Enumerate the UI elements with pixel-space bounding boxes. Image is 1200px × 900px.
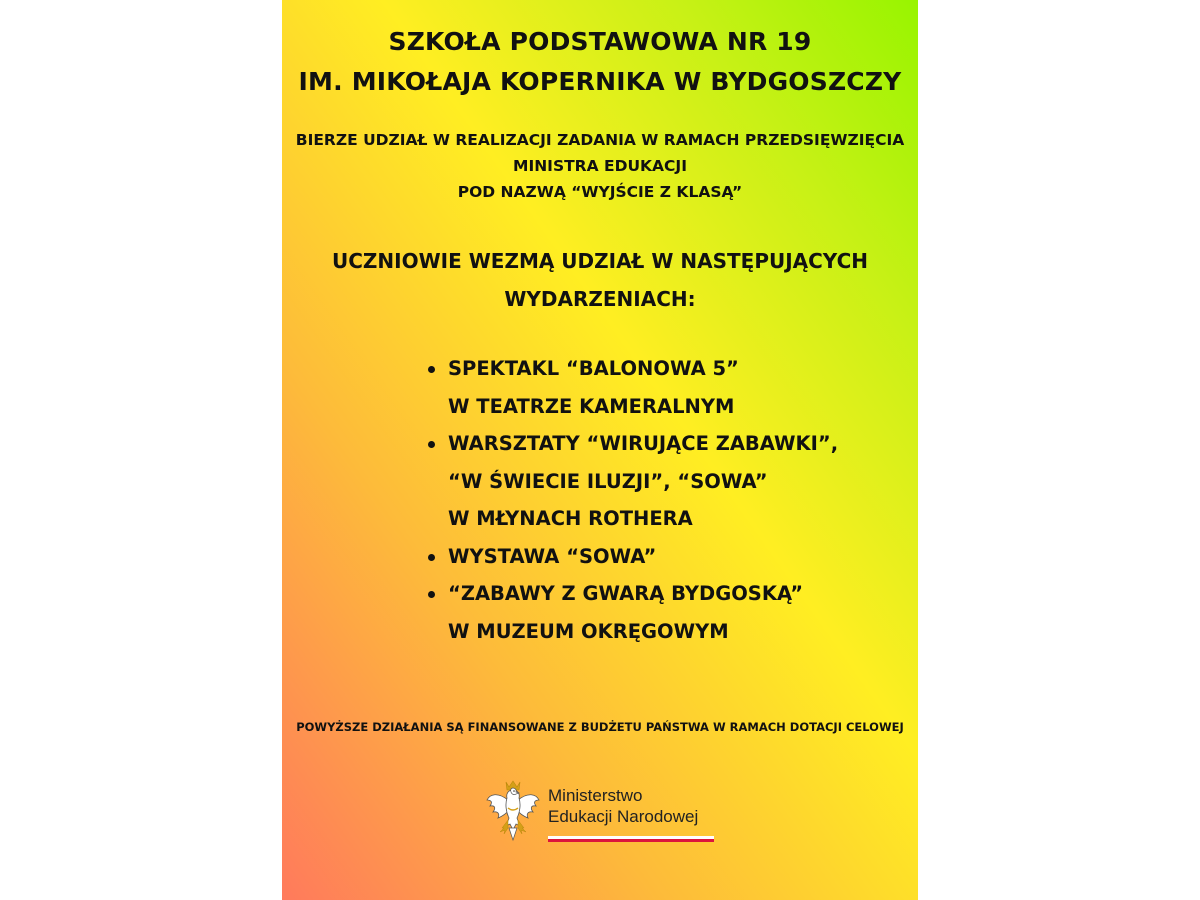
event-item-line: WARSZTATY “WIRUJĄCE ZABAWKI”, [448, 432, 839, 455]
event-item-warsztaty [428, 425, 898, 538]
events-heading [282, 242, 918, 318]
project-intro-line-2: MINISTRA EDUKACJI [513, 157, 687, 175]
event-item-line: SPEKTAKL “BALONOWA 5” [448, 357, 739, 380]
project-intro [282, 127, 918, 205]
event-item-zabawy [428, 575, 898, 650]
events-list [428, 350, 898, 650]
white-eagle-emblem-icon [484, 778, 542, 842]
project-intro-line-3: POD NAZWĄ “WYJŚCIE Z KLASĄ” [457, 183, 743, 201]
school-title-line-2: IM. MIKOŁAJA KOPERNIKA W BYDGOSZCZY [298, 67, 902, 96]
event-item-line: W TEATRZE KAMERALNYM [448, 394, 735, 418]
flag-red-stripe [548, 839, 714, 842]
ministry-logo [484, 778, 724, 848]
event-item-wystawa [428, 538, 898, 576]
school-title-line-1: SZKOŁA PODSTAWOWA NR 19 [388, 27, 812, 56]
events-heading-line-1: UCZNIOWIE WEZMĄ UDZIAŁ W NASTĘPUJĄCYCH [332, 249, 868, 273]
event-item-spektakl [428, 350, 898, 425]
ministry-name-line-2: Edukacji Narodowej [548, 807, 699, 826]
funding-note: POWYŻSZE DZIAŁANIA SĄ FINANSOWANE Z BUDŻETU PAŃSTWA W RAMACH DOTACJI CELOWEJ [296, 720, 904, 734]
project-intro-line-1: BIERZE UDZIAŁ W REALIZACJI ZADANIA W RAMACH PRZEDSIĘWZIĘCIA [295, 131, 905, 149]
ministry-name [548, 785, 698, 827]
event-item-line: “W ŚWIECIE ILUZJI”, “SOWA” [448, 469, 768, 493]
ministry-name-line-1: Ministerstwo [548, 786, 643, 805]
poster [282, 0, 918, 900]
events-heading-line-2: WYDARZENIACH: [504, 287, 696, 311]
event-item-line: WYSTAWA “SOWA” [448, 544, 657, 568]
event-item-line: W MŁYNACH ROTHERA [448, 507, 693, 530]
event-item-line: W MUZEUM OKRĘGOWYM [448, 619, 729, 643]
event-item-line: “ZABAWY Z GWARĄ BYDGOSKĄ” [448, 582, 804, 605]
polish-flag-stripe [548, 836, 714, 842]
school-title [282, 22, 918, 102]
